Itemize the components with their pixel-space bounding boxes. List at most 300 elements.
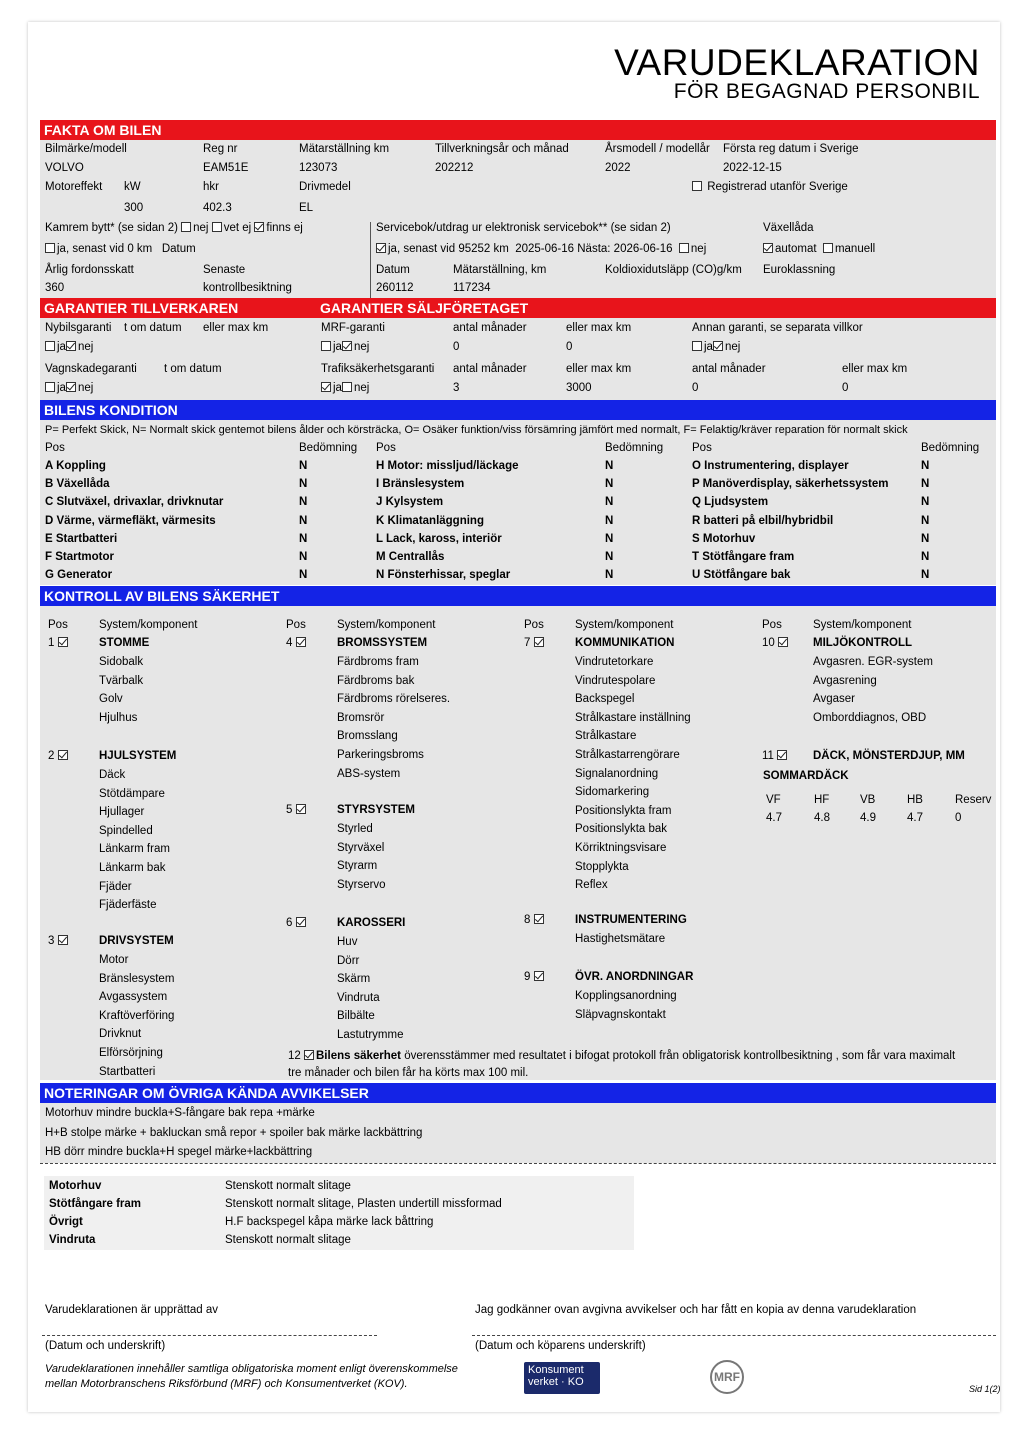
tyre-value: 4.7 xyxy=(907,812,923,824)
kontroll-item: Däck xyxy=(99,769,126,781)
kontroll-item: Positionslykta fram xyxy=(575,804,672,817)
value-arsmodell: 2022 xyxy=(605,162,631,174)
kontroll-item: Kopplingsanordning xyxy=(575,990,677,1002)
kontroll-item: Drivknut xyxy=(99,1028,142,1041)
kontroll-item: Avgasrening xyxy=(813,674,877,687)
kontroll-pos-11 xyxy=(762,750,789,762)
value-regnr: EAM51E xyxy=(203,162,249,174)
trafik-nej: nej xyxy=(353,382,370,394)
notering-line: H+B stolpe märke + bakluckan små repor + spoiler bak märke lackbättring xyxy=(45,1127,423,1139)
kontroll-item: Vindrutetorkare xyxy=(575,656,654,668)
kontroll-item: Signalanordning xyxy=(575,767,659,780)
kamrem-finns-ej: finns ej xyxy=(266,222,303,234)
signature-line-seller[interactable] xyxy=(42,1335,377,1336)
kontroll-group-title: BROMSSYSTEM xyxy=(337,637,428,649)
checkbox-automat[interactable] xyxy=(763,243,773,253)
kondition-rating: N xyxy=(605,569,614,582)
kov-logo-line2: verket · KO xyxy=(528,1376,584,1388)
notering-line: Motorhuv mindre buckla+S-fångare bak repa +märke xyxy=(45,1107,315,1119)
divider-service xyxy=(370,222,371,298)
avvikelse-desc: Stenskott normalt slitage, Plasten undertill missformad xyxy=(225,1198,502,1210)
kondition-rating: N xyxy=(921,514,930,527)
kond-pos-1: Pos xyxy=(45,442,65,454)
avvikelse-part: Stötfångare fram xyxy=(49,1198,142,1210)
value-mrf-km: 0 xyxy=(566,341,573,353)
pos-number: 1 xyxy=(48,637,58,649)
kontroll-system-header: System/komponent xyxy=(575,619,674,631)
vagn-ja: ja xyxy=(57,382,66,394)
kontroll-system-header: System/komponent xyxy=(337,619,436,631)
kondition-item: P Manöverdisplay, säkerhetssystem xyxy=(692,478,889,491)
avvikelse-part: Vindruta xyxy=(49,1234,96,1246)
checkbox-kamrem-nej[interactable] xyxy=(181,222,191,232)
kontroll-pos-7 xyxy=(524,637,546,649)
kontroll-pos-5 xyxy=(286,804,308,816)
checkbox-nybil-ja[interactable] xyxy=(45,341,55,351)
kontroll-pos-header: Pos xyxy=(762,619,782,631)
label-kontrollbesiktning: kontrollbesiktning xyxy=(203,282,292,294)
kondition-rating: N xyxy=(299,478,308,491)
mrf-janej xyxy=(321,341,369,353)
kontroll-item: Sidomarkering xyxy=(575,786,650,799)
label-kamrem: Kamrem bytt* (se sidan 2) xyxy=(45,222,178,234)
kondition-legend: P= Perfekt Skick, N= Normalt skick gentemot bilens ålder och körsträcka, O= Osäker funktion/viss försämring jämfört med normalt, F= Felaktig/kräver reparation för normalt skick xyxy=(45,424,908,436)
kondition-item: M Centrallås xyxy=(376,551,445,563)
kontroll-item: Lastutrymme xyxy=(337,1029,404,1041)
tyre-value: 0 xyxy=(955,812,962,824)
kondition-rating: N xyxy=(921,478,930,491)
value-tillv: 202212 xyxy=(435,162,474,174)
tyre-header: HF xyxy=(814,794,830,806)
kondition-rating: N xyxy=(299,460,308,472)
value-skatt: 360 xyxy=(45,282,65,294)
checkbox-vagn-nej[interactable] xyxy=(66,382,76,392)
section-header-kontroll: KONTROLL AV BILENS SÄKERHET xyxy=(40,586,996,606)
kondition-item: T Stötfångare fram xyxy=(692,551,795,563)
kontroll-item: Reflex xyxy=(575,879,608,892)
service-nej: nej xyxy=(690,243,707,255)
legal-text-1: Varudeklarationen innehåller samtliga obligatoriska moment enligt överenskommelse xyxy=(45,1363,458,1375)
kamrem-row xyxy=(45,222,303,234)
kond-bed-2: Bedömning xyxy=(605,442,664,454)
kondition-item: S Motorhuv xyxy=(692,532,756,545)
kontroll-item: Strålkastarrengörare xyxy=(575,749,680,761)
kondition-item: O Instrumentering, displayer xyxy=(692,460,849,472)
kontroll-group-title: KOMMUNIKATION xyxy=(575,637,675,649)
kontroll-item: Styrled xyxy=(337,823,373,835)
mrf-logo xyxy=(710,1360,744,1394)
kond-pos-2: Pos xyxy=(376,442,396,454)
label-skatt: Årlig fordonsskatt xyxy=(45,264,134,276)
checkbox-kamrem-vet-ej[interactable] xyxy=(212,222,222,232)
label-kb-matar: Mätarställning, km xyxy=(453,264,547,276)
pos12-text2: tre månader och bilen får ha körts max 100 mil. xyxy=(288,1067,529,1079)
kontroll-item: Tvärbalk xyxy=(99,674,144,687)
pos-number: 2 xyxy=(48,750,58,762)
label-vagn-tom: t om datum xyxy=(164,363,222,375)
kondition-rating: N xyxy=(921,460,930,472)
value-mrf-man: 0 xyxy=(453,341,460,353)
value-hkr: 402.3 xyxy=(203,202,232,214)
kontroll-item: Färdbroms rörelseres. xyxy=(337,693,451,706)
kontroll-pos-3 xyxy=(48,935,70,947)
checkbox-pos-5[interactable] xyxy=(296,804,306,814)
checkbox-kamrem-ja[interactable] xyxy=(45,243,55,253)
service-ja: ja, senast vid 95252 km xyxy=(388,243,509,255)
label-kw: kW xyxy=(124,181,141,193)
pos-number: 10 xyxy=(762,637,778,649)
kamrem-ja-row xyxy=(45,243,196,255)
kontroll-pos-10 xyxy=(762,637,790,649)
nybil-janej xyxy=(45,341,93,353)
label-vaxellada: Växellåda xyxy=(763,222,814,234)
kontroll-pos-8 xyxy=(524,914,546,926)
checkbox-annan-ja[interactable] xyxy=(692,341,702,351)
kontroll-item: Släpvagnskontakt xyxy=(575,1008,666,1021)
label-trafik-km: eller max km xyxy=(566,363,632,375)
document-page xyxy=(28,22,1000,1412)
kontroll-group-title: DRIVSYSTEM xyxy=(99,935,174,947)
kondition-rating: N xyxy=(921,551,930,563)
label-nybil-tom: t om datum xyxy=(124,322,182,334)
vagn-janej xyxy=(45,382,93,394)
konsumentverket-logo xyxy=(524,1362,600,1394)
kontroll-group-title: KAROSSERI xyxy=(337,917,406,929)
label-annan-antal: antal månader xyxy=(692,363,766,375)
kontroll-pos-2 xyxy=(48,750,70,762)
service-datum: 2025-06-16 xyxy=(515,243,575,255)
checkbox-pos-7[interactable] xyxy=(534,637,544,647)
kondition-rating: N xyxy=(921,569,930,582)
notering-line: HB dörr mindre buckla+H spegel märke+lackbättring xyxy=(45,1146,313,1158)
kontroll-item: Strålkastare xyxy=(575,730,637,743)
label-trafikgaranti: Trafiksäkerhetsgaranti xyxy=(321,363,435,375)
kontroll-item: ABS-system xyxy=(337,767,401,780)
label-co2: Koldioxidutsläpp (CO)g/km xyxy=(605,264,742,276)
kontroll-pos-header: Pos xyxy=(286,619,306,631)
kontroll-item: Bromsrör xyxy=(337,711,385,724)
kondition-rating: N xyxy=(605,551,614,563)
checkbox-mrf-ja[interactable] xyxy=(321,341,331,351)
mrf-ja: ja xyxy=(333,341,342,353)
kontroll-item: Fjäder xyxy=(99,880,132,893)
annan-nej: nej xyxy=(724,341,741,353)
tyre-value: 4.9 xyxy=(860,812,876,824)
upprattad-label: Varudeklarationen är upprättad av xyxy=(45,1304,219,1316)
label-bilmarke: Bilmärke/modell xyxy=(45,143,127,155)
checkbox-vagn-ja[interactable] xyxy=(45,382,55,392)
kondition-item: H Motor: missljud/läckage xyxy=(376,460,519,472)
kond-pos-3: Pos xyxy=(692,442,712,454)
kontroll-item: Backspegel xyxy=(575,693,635,706)
kontroll-group-title: MILJÖKONTROLL xyxy=(813,637,913,649)
kamrem-ja: ja, senast vid 0 km xyxy=(57,243,153,255)
vagn-nej: nej xyxy=(77,382,94,394)
kontroll-system-header: System/komponent xyxy=(813,619,912,631)
kontroll-item: Styrväxel xyxy=(337,841,385,854)
checkbox-mrf-nej[interactable] xyxy=(342,341,352,351)
kontroll-item: Huv xyxy=(337,936,358,948)
kond-bed-1: Bedömning xyxy=(299,442,358,454)
kondition-item: A Koppling xyxy=(45,460,106,472)
kontroll-pos-6 xyxy=(286,917,308,929)
avvikelse-desc: Stenskott normalt slitage xyxy=(225,1180,351,1192)
kontroll-pos-header: Pos xyxy=(524,619,544,631)
section-header-noteringar: NOTERINGAR OM ÖVRIGA KÄNDA AVVIKELSER xyxy=(40,1083,996,1103)
annan-janej xyxy=(692,341,740,353)
kontroll-group-title: INSTRUMENTERING xyxy=(575,914,687,926)
nybil-nej: nej xyxy=(77,341,94,353)
kondition-item: N Fönsterhissar, speglar xyxy=(376,569,511,582)
label-hkr: hkr xyxy=(203,181,219,193)
kontroll-item: Omborddiagnos, OBD xyxy=(813,711,927,724)
pos12-row xyxy=(288,1050,955,1062)
vaxel-automat: automat xyxy=(775,243,817,255)
checkbox-pos-3[interactable] xyxy=(58,935,68,945)
value-trafik-km: 3000 xyxy=(566,382,592,394)
pos-number: 5 xyxy=(286,804,296,816)
pos12-number: 12 xyxy=(288,1050,301,1062)
kondition-item: U Stötfångare bak xyxy=(692,569,791,582)
kondition-item: F Startmotor xyxy=(45,551,114,563)
value-kb-datum: 260112 xyxy=(376,282,414,294)
checkbox-nybil-nej[interactable] xyxy=(66,341,76,351)
kondition-rating: N xyxy=(605,514,614,527)
kontroll-pos-header: Pos xyxy=(48,619,68,631)
kondition-item: I Bränslesystem xyxy=(376,478,465,491)
kov-logo-line1: Konsument xyxy=(528,1364,584,1376)
pos-number: 9 xyxy=(524,971,534,983)
checkbox-service-nej[interactable] xyxy=(679,243,689,253)
checkbox-pos-2[interactable] xyxy=(58,750,68,760)
kondition-rating: N xyxy=(921,496,930,509)
kontroll-item: Avgaser xyxy=(813,693,855,706)
pos-number: 3 xyxy=(48,935,58,947)
tyre-header: VB xyxy=(860,794,876,806)
kontroll-item: Hjullager xyxy=(99,806,145,819)
kontroll-group-title: STOMME xyxy=(99,637,150,649)
section-header-kondition: BILENS KONDITION xyxy=(40,400,996,420)
mrf-logo-text: MRF xyxy=(714,1370,740,1384)
value-annan-km: 0 xyxy=(842,382,849,394)
kondition-rating: N xyxy=(921,532,930,545)
value-bilmarke: VOLVO xyxy=(45,162,84,174)
service-row xyxy=(376,243,706,255)
avvikelse-desc: H.F backspegel kåpa märke lack båttring xyxy=(225,1216,434,1228)
kontroll-item: Motor xyxy=(99,954,129,966)
utanfor-label: Registrerad utanför Sverige xyxy=(707,181,848,193)
avvikelse-part: Övrigt xyxy=(49,1216,83,1228)
checkbox-kamrem-finns-ej[interactable] xyxy=(254,222,264,232)
section-header-garanti-tillv: GARANTIER TILLVERKAREN xyxy=(40,298,321,318)
label-mrf-garanti: MRF-garanti xyxy=(321,322,385,334)
vaxel-manuell: manuell xyxy=(834,243,876,255)
kontroll-item: Startbatteri xyxy=(99,1065,156,1078)
kamrem-datum: Datum xyxy=(161,243,196,255)
label-kb-datum: Datum xyxy=(376,264,410,276)
checkbox-pos-9[interactable] xyxy=(534,971,544,981)
pos-number: 7 xyxy=(524,637,534,649)
kondition-rating: N xyxy=(299,551,308,563)
checkbox-pos-6[interactable] xyxy=(296,917,306,927)
pos-number: 4 xyxy=(286,637,296,649)
kondition-item: J Kylsystem xyxy=(376,496,444,509)
value-forsta-reg: 2022-12-15 xyxy=(723,162,782,174)
signature-buyer-label: (Datum och köparens underskrift) xyxy=(475,1340,646,1352)
checkbox-pos12[interactable] xyxy=(304,1050,314,1060)
kontroll-item: Bilbälte xyxy=(337,1010,375,1023)
kontroll-pos-4 xyxy=(286,637,308,649)
checkbox-utanfor[interactable] xyxy=(692,181,702,191)
kontroll-item: Styrarm xyxy=(337,860,378,873)
signature-line-buyer[interactable] xyxy=(472,1335,996,1336)
tyre-header: HB xyxy=(907,794,923,806)
kondition-item: B Växellåda xyxy=(45,478,110,491)
pos-number: 11 xyxy=(762,750,778,762)
kontroll-pos-9 xyxy=(524,971,546,983)
checkbox-pos-11[interactable] xyxy=(777,750,787,760)
kontroll-item: Spindelled xyxy=(99,824,153,837)
kondition-rating: N xyxy=(605,496,614,509)
kond-bed-3: Bedömning xyxy=(921,442,980,454)
label-drivmedel: Drivmedel xyxy=(299,181,351,193)
kontroll-item: Golv xyxy=(99,693,123,706)
label-nybil-km: eller max km xyxy=(203,322,269,334)
checkbox-service-ja[interactable] xyxy=(376,243,386,253)
kondition-rating: N xyxy=(605,532,614,545)
label-senaste: Senaste xyxy=(203,264,246,276)
tyre-header: VF xyxy=(766,794,781,806)
label-motoreffekt: Motoreffekt xyxy=(45,181,103,193)
nybil-ja: ja xyxy=(57,341,66,353)
kontroll-item: Parkeringsbroms xyxy=(337,749,424,761)
label-tillv: Tillverkningsår och månad xyxy=(435,143,569,155)
kontroll-item: Avgasren. EGR-system xyxy=(813,656,933,668)
kontroll-item: Elförsörjning xyxy=(99,1047,163,1059)
checkbox-annan-nej[interactable] xyxy=(713,341,723,351)
sommardack-label: SOMMARDÄCK xyxy=(763,770,849,782)
kontroll-group-title: DÄCK, MÖNSTERDJUP, MM xyxy=(813,750,965,762)
kontroll-item: Fjäderfäste xyxy=(99,899,157,912)
kontroll-item: Vindrutespolare xyxy=(575,674,656,687)
checkbox-trafik-ja[interactable] xyxy=(321,382,331,392)
checkbox-pos-1[interactable] xyxy=(58,637,68,647)
label-regnr: Reg nr xyxy=(203,143,238,155)
service-nasta: Nästa: 2026-06-16 xyxy=(577,243,673,255)
legal-text-2: mellan Motorbranschens Riksförbund (MRF) och Konsumentverket (KOV). xyxy=(45,1378,408,1390)
kontroll-item: Länkarm bak xyxy=(99,862,166,874)
kontroll-item: Länkarm fram xyxy=(99,843,170,856)
checkbox-pos-10[interactable] xyxy=(778,637,788,647)
pos-number: 6 xyxy=(286,917,296,929)
kontroll-group-title: STYRSYSTEM xyxy=(337,804,415,816)
kamrem-nej: nej xyxy=(193,222,209,234)
pos12-title: Bilens säkerhet xyxy=(316,1050,402,1062)
section-header-garanti-salj: GARANTIER SÄLJFÖRETAGET xyxy=(316,298,996,318)
kondition-item: K Klimatanläggning xyxy=(376,514,484,527)
label-nybilsgaranti: Nybilsgaranti xyxy=(45,322,112,334)
label-annan-garanti: Annan garanti, se separata villkor xyxy=(692,322,863,334)
kamrem-vet-ej: vet ej xyxy=(223,222,252,234)
label-annan-km: eller max km xyxy=(842,363,908,375)
kontroll-item: Dörr xyxy=(337,954,360,967)
kondition-rating: N xyxy=(605,478,614,491)
vaxellada-row xyxy=(763,243,875,255)
trafik-janej xyxy=(321,382,369,394)
kondition-rating: N xyxy=(605,460,614,472)
document-subtitle: FÖR BEGAGNAD PERSONBIL xyxy=(673,80,980,103)
kontroll-item: Hjulhus xyxy=(99,711,138,724)
kontroll-item: Hastighetsmätare xyxy=(575,933,666,945)
kontroll-item: Färdbroms bak xyxy=(337,674,415,687)
label-mrf-antal: antal månader xyxy=(453,322,527,334)
tyre-value: 4.7 xyxy=(766,812,782,824)
checkbox-trafik-nej[interactable] xyxy=(342,382,352,392)
pos-number: 8 xyxy=(524,914,534,926)
kontroll-item: Färdbroms fram xyxy=(337,656,419,668)
kontroll-group-title: ÖVR. ANORDNINGAR xyxy=(575,971,694,983)
section-header-fakta: FAKTA OM BILEN xyxy=(40,120,996,140)
noteringar-divider xyxy=(40,1163,996,1164)
value-matar: 123073 xyxy=(299,162,338,174)
kontroll-item: Styrservo xyxy=(337,878,386,891)
label-mrf-km: eller max km xyxy=(566,322,632,334)
kondition-rating: N xyxy=(299,514,308,527)
kontroll-item: Bränslesystem xyxy=(99,972,175,985)
mrf-nej: nej xyxy=(353,341,370,353)
checkbox-pos-8[interactable] xyxy=(534,914,544,924)
kondition-item: D Värme, värmefläkt, värmesits xyxy=(45,514,216,527)
annan-ja: ja xyxy=(704,341,713,353)
kontroll-item: Vindruta xyxy=(337,991,380,1004)
kontroll-item: Avgassystem xyxy=(99,991,168,1004)
kondition-rating: N xyxy=(299,496,308,509)
kondition-item: R batteri på elbil/hybridbil xyxy=(692,514,834,527)
value-trafik-man: 3 xyxy=(453,382,460,394)
document-title: VARUDEKLARATION xyxy=(614,42,980,83)
kondition-item: L Lack, kaross, interiör xyxy=(376,532,502,545)
value-kw: 300 xyxy=(124,202,144,214)
kontroll-item: Positionslykta bak xyxy=(575,823,668,836)
tyre-value: 4.8 xyxy=(814,812,830,824)
kontroll-item: Stötdämpare xyxy=(99,787,165,800)
checkbox-manuell[interactable] xyxy=(823,243,833,253)
utanfor-sverige[interactable] xyxy=(692,181,848,193)
avvikelse-part: Motorhuv xyxy=(49,1180,102,1192)
pos12-text: överensstämmer med resultatet i bifogat protokoll från obligatorisk kontrollbesiktning , som får vara maximalt xyxy=(401,1050,956,1062)
label-euro: Euroklassning xyxy=(763,264,836,276)
kontroll-item: Sidobalk xyxy=(99,656,144,668)
value-annan-man: 0 xyxy=(692,382,699,394)
avvikelse-desc: Stenskott normalt slitage xyxy=(225,1234,351,1246)
kontroll-item: Skärm xyxy=(337,973,371,986)
kontroll-group-title: HJULSYSTEM xyxy=(99,750,177,762)
label-service: Servicebok/utdrag ur elektronisk servicebok** (se sidan 2) xyxy=(376,222,671,234)
kontroll-item: Bromsslang xyxy=(337,730,398,743)
kontroll-pos-1 xyxy=(48,637,70,649)
page-number: Sid 1(2) xyxy=(969,1384,1001,1394)
label-arsmodell: Årsmodell / modellår xyxy=(605,143,710,155)
checkbox-pos-4[interactable] xyxy=(296,637,306,647)
label-vagnskadegaranti: Vagnskadegaranti xyxy=(45,363,137,375)
kontroll-item: Stopplykta xyxy=(575,860,629,873)
kondition-item: G Generator xyxy=(45,569,113,582)
kondition-item: E Startbatteri xyxy=(45,532,118,545)
kontroll-item: Körriktningsvisare xyxy=(575,842,667,854)
kontroll-system-header: System/komponent xyxy=(99,619,198,631)
value-kb-matar: 117234 xyxy=(453,282,491,294)
tyre-header: Reserv xyxy=(955,794,992,806)
